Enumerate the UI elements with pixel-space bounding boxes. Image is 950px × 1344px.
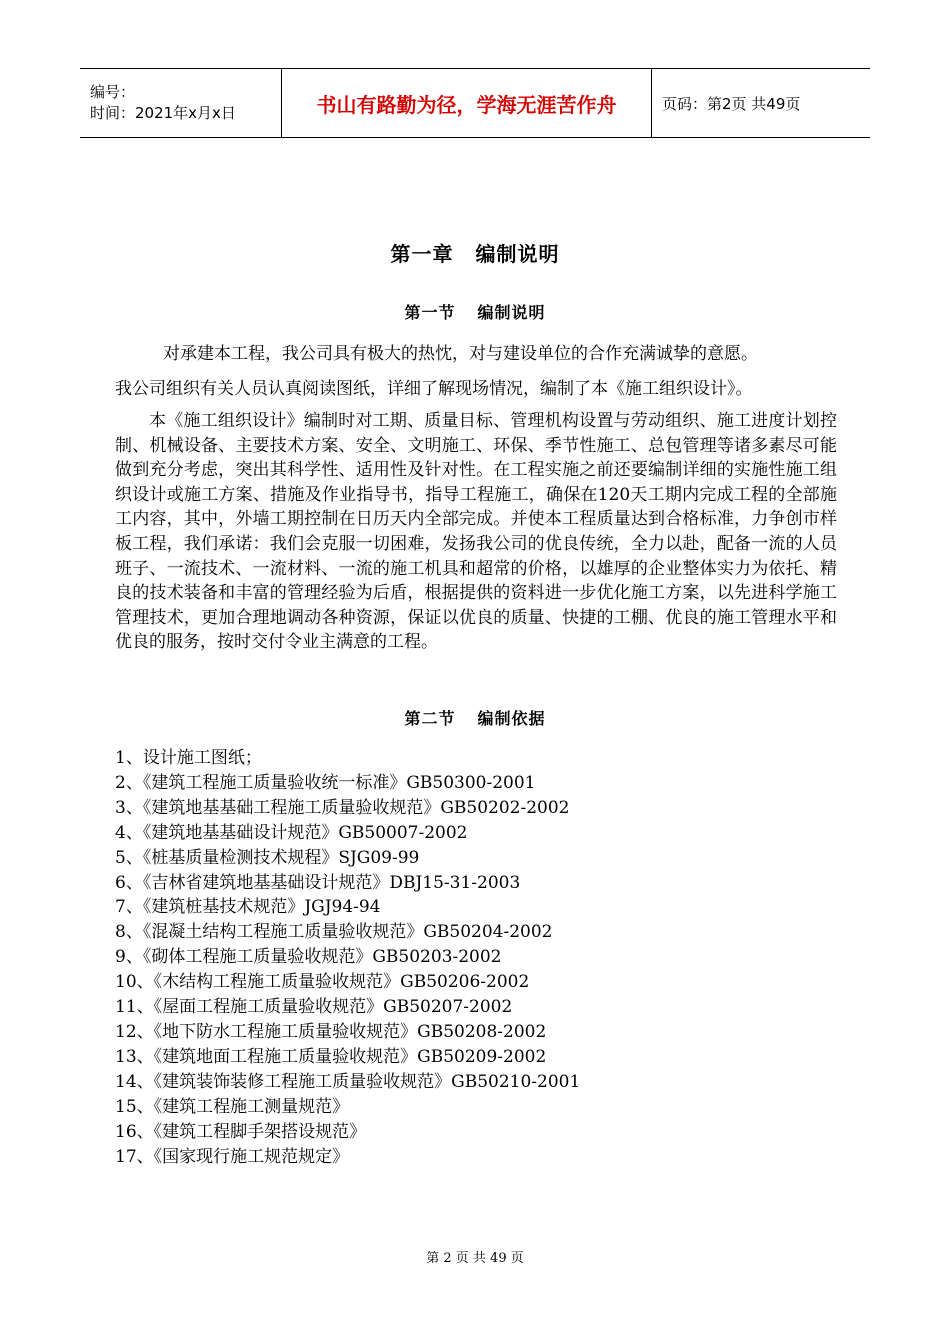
list-item: 17、《国家现行施工规范规定》: [115, 1146, 350, 1167]
chapter-number: 第一章: [390, 242, 454, 266]
list-item: 16、《建筑工程脚手架搭设规范》: [115, 1121, 367, 1142]
section-2-name: 编制依据: [477, 709, 546, 728]
page-footer: 第 2 页 共 49 页: [426, 1251, 524, 1266]
basis-list: [115, 746, 835, 1169]
section-2-title: [0, 706, 950, 729]
header-page-label: 页码：第2页 共49页: [662, 94, 801, 113]
document-time-label: 时间：2021年x月x日: [90, 104, 236, 122]
list-item: 9、《砌体工程施工质量验收规范》GB50203-2002: [115, 947, 502, 968]
motto-text: 书山有路勤为径，学海无涯苦作舟: [316, 92, 617, 117]
paragraph-1: 对承建本工程，我公司具有极大的热忱，对与建设单位的合作充满诚挚的意愿。: [163, 344, 758, 364]
list-item: 15、《建筑工程施工测量规范》: [115, 1096, 350, 1117]
list-item: 4、《建筑地基基础设计规范》GB50007-2002: [115, 822, 468, 843]
paragraph-3: 本《施工组织设计》编制时对工期、质量目标、管理机构设置与劳动组织、施工进度计划控制、机械设备、主要技术方案、安全、文明施工、环保、季节性施工、总包管理等诸多素尽可能做到充分考虑，突出其科学性、适用性及针对性。在工程实施之前还要编制详细的实施性施工组织设计或施工方案、措施及作业指导书，指导工程施工，确保在120天工期内完成工程的全部施工内容，其中，外墙工期控制在日历天内全部完成。并使本工程质量达到合格标准，力争创市样板工程，我们承诺：我们会克服一切困难，发扬我公司的优良传统，全力以赴，配备一流的人员班子、一流技术、一流材料、一流的施工机具和超常的价格，以雄厚的企业整体实力为依托、精良的技术装备和丰富的管理经验为后盾，根据提供的资料进一步优化施工方案，以先进科学施工管理技术，更加合理地调动各种资源，保证以优良的质量、快捷的工棚、优良的施工管理水平和优良的服务，按时交付令业主满意的工程。: [115, 411, 837, 653]
list-item: 8、《混凝土结构工程施工质量验收规范》GB50204-2002: [115, 922, 553, 943]
list-item: 2、《建筑工程施工质量验收统一标准》GB50300-2001: [115, 772, 536, 793]
list-item: 10、《木结构工程施工质量验收规范》GB50206-2002: [115, 972, 530, 993]
page-header: [80, 68, 870, 138]
document-number-label: 编号：: [90, 83, 136, 101]
section-1-number: 第一节: [404, 303, 456, 322]
section-2-number: 第二节: [404, 709, 456, 728]
section-1-title: [0, 300, 950, 323]
list-item: 14、《建筑装饰装修工程施工质量验收规范》GB50210-2001: [115, 1071, 581, 1092]
list-item: 13、《建筑地面工程施工质量验收规范》GB50209-2002: [115, 1046, 547, 1067]
header-motto: [282, 69, 652, 137]
header-page-info: [652, 69, 870, 137]
list-item: 11、《屋面工程施工质量验收规范》GB50207-2002: [115, 997, 513, 1018]
list-item: 12、《地下防水工程施工质量验收规范》GB50208-2002: [115, 1021, 547, 1042]
paragraph-2: 我公司组织有关人员认真阅读图纸，详细了解现场情况，编制了本《施工组织设计》。: [115, 379, 753, 399]
list-item: 6、《吉林省建筑地基基础设计规范》DBJ15-31-2003: [115, 872, 521, 893]
chapter-name: 编制说明: [475, 242, 560, 266]
section-1-name: 编制说明: [477, 303, 546, 322]
chapter-title: [0, 238, 950, 267]
list-item: 3、《建筑地基基础工程施工质量验收规范》GB50202-2002: [115, 797, 570, 818]
list-item: 1、设计施工图纸；: [115, 748, 262, 768]
list-item: 5、《桩基质量检测技术规程》SJG09-99: [115, 847, 420, 868]
header-meta: [80, 69, 282, 137]
list-item: 7、《建筑桩基技术规范》JGJ94-94: [115, 897, 381, 918]
